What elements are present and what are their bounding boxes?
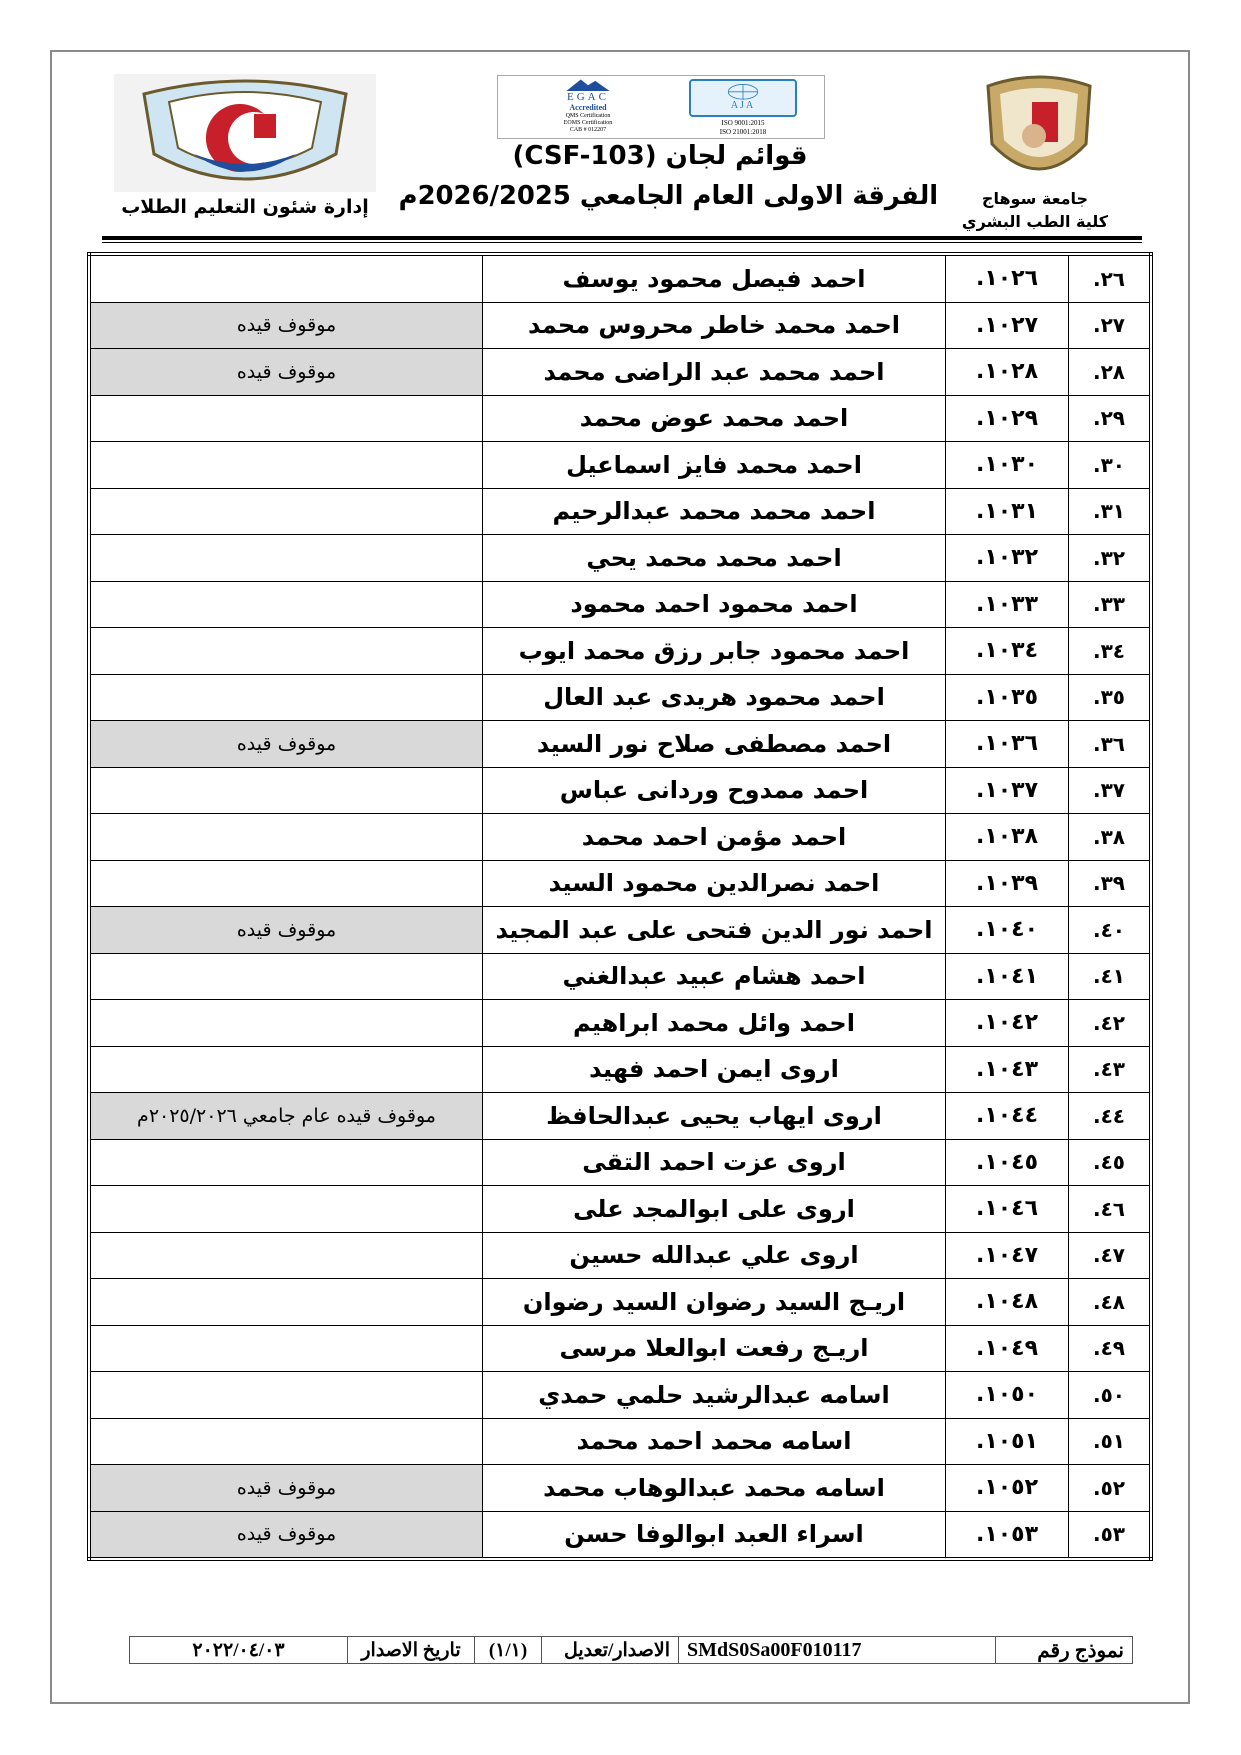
table-row — [89, 1325, 1151, 1372]
student-code: ١٠٢٧. — [975, 312, 1039, 338]
table-row — [89, 1186, 1151, 1233]
student-name: اسامه محمد عبدالوهاب محمد — [543, 1473, 885, 1502]
accreditation-logos — [497, 75, 825, 139]
row-number-cell — [1069, 628, 1152, 675]
student-name-cell — [483, 395, 946, 442]
student-name-cell — [483, 1232, 946, 1279]
student-name: احمد محمود احمد محمود — [570, 590, 858, 619]
aja-line: ISO 9001:2015 — [721, 119, 765, 127]
row-number-cell — [1069, 1279, 1152, 1326]
table-row — [89, 1000, 1151, 1047]
student-name-cell — [483, 349, 946, 396]
row-number: ٢٩. — [1092, 406, 1126, 431]
student-note: موقوف قيده — [236, 732, 337, 755]
page-title: قوائم لجان (CSF-103) — [512, 141, 808, 171]
student-code-cell — [946, 953, 1069, 1000]
student-name-cell — [483, 1139, 946, 1186]
student-name-cell — [483, 1186, 946, 1233]
row-number-cell — [1069, 1465, 1152, 1512]
aja-line: ISO 21001:2018 — [719, 128, 767, 136]
department-name: إدارة شئون التعليم الطلاب — [121, 196, 369, 218]
student-name: احمد محمد عوض محمد — [579, 404, 849, 433]
student-code: ١٠٣٠. — [975, 452, 1039, 478]
student-note-cell — [89, 1372, 483, 1419]
student-code: ١٠٣٦. — [975, 731, 1039, 757]
student-name: اريـج رفعت ابوالعلا مرسى — [559, 1334, 869, 1363]
student-code: ١٠٤٦. — [975, 1196, 1039, 1222]
student-note: موقوف قيده — [236, 1476, 337, 1499]
row-number-cell — [1069, 1093, 1152, 1140]
student-code: ١٠٣٣. — [975, 591, 1039, 617]
faculty-name: كلية الطب البشري — [961, 212, 1109, 231]
student-code-cell — [946, 488, 1069, 535]
university-logo — [978, 74, 1100, 186]
student-code-cell — [946, 721, 1069, 768]
row-number: ٣٢. — [1092, 545, 1126, 570]
student-name-cell — [483, 1325, 946, 1372]
student-name: احمد محمود جابر رزق محمد ايوب — [518, 636, 910, 665]
student-note-cell — [89, 721, 483, 768]
student-code: ١٠٤٢. — [975, 1010, 1039, 1036]
student-name-cell — [483, 674, 946, 721]
row-number-cell — [1069, 395, 1152, 442]
student-name: احمد نصرالدين محمود السيد — [548, 869, 880, 898]
student-name: احمد محمد محمد عبدالرحيم — [552, 497, 876, 526]
student-note: موقوف قيده عام جامعي ٢٠٢٥/٢٠٢٦م — [137, 1104, 436, 1127]
student-name-cell — [483, 535, 946, 582]
student-note-cell — [89, 1465, 483, 1512]
student-note: موقوف قيده — [236, 360, 337, 383]
row-number-cell — [1069, 767, 1152, 814]
egac-sub: Accredited — [569, 103, 607, 112]
form-number-label: نموذج رقم — [996, 1637, 1133, 1664]
row-number-cell — [1069, 1418, 1152, 1465]
student-note-cell — [89, 674, 483, 721]
student-name-cell — [483, 1418, 946, 1465]
student-code-cell — [946, 767, 1069, 814]
student-code-cell — [946, 1465, 1069, 1512]
table-row — [89, 1046, 1151, 1093]
student-note-cell — [89, 1093, 483, 1140]
student-name: اروى ايمن احمد فهيد — [589, 1055, 839, 1084]
student-name-cell — [483, 1000, 946, 1047]
student-code-cell — [946, 860, 1069, 907]
student-code: ١٠٣٨. — [975, 824, 1039, 850]
student-name: احمد محمد خاطر محروس محمد — [527, 311, 901, 340]
student-name: احمد محمد محمد يحي — [586, 543, 842, 572]
row-number: ٤١. — [1092, 964, 1126, 989]
student-name-cell — [483, 814, 946, 861]
egac-line: CAB # 012207 — [569, 127, 607, 133]
student-code-cell — [946, 674, 1069, 721]
student-code-cell — [946, 535, 1069, 582]
row-number: ٤٣. — [1092, 1057, 1126, 1082]
row-number: ٤٨. — [1092, 1289, 1126, 1314]
table-row — [89, 1511, 1151, 1559]
student-note-cell — [89, 628, 483, 675]
row-number: ٣٧. — [1092, 778, 1126, 803]
student-note-cell — [89, 1418, 483, 1465]
student-name: اروى على ابوالمجد على — [573, 1194, 855, 1223]
student-name: اسامه عبدالرشيد حلمي حمدي — [538, 1380, 890, 1409]
student-note: موقوف قيده — [236, 1523, 337, 1546]
table-row — [89, 767, 1151, 814]
student-code-cell — [946, 1186, 1069, 1233]
student-note-cell — [89, 535, 483, 582]
row-number: ٤٩. — [1092, 1336, 1126, 1361]
student-code: ١٠٤٣. — [975, 1056, 1039, 1082]
row-number-cell — [1069, 1232, 1152, 1279]
issue-date: ٢٠٢٢/٠٤/٠٣ — [130, 1637, 348, 1664]
faculty-logo — [114, 74, 376, 192]
student-name-cell — [483, 302, 946, 349]
egac-line: EOMS Certification — [563, 120, 613, 126]
row-number: ٢٦. — [1092, 266, 1126, 291]
student-name-cell — [483, 953, 946, 1000]
committee-list-table — [87, 252, 1153, 1561]
table-row — [89, 721, 1151, 768]
student-code-cell — [946, 1093, 1069, 1140]
student-note-cell — [89, 488, 483, 535]
row-number-cell — [1069, 488, 1152, 535]
table-row — [89, 395, 1151, 442]
table-row — [89, 442, 1151, 489]
student-note-cell — [89, 814, 483, 861]
table-row — [89, 907, 1151, 954]
row-number: ٥٠. — [1092, 1382, 1126, 1407]
row-number-cell — [1069, 907, 1152, 954]
student-code-cell — [946, 1000, 1069, 1047]
student-note-cell — [89, 254, 483, 302]
student-note-cell — [89, 907, 483, 954]
row-number-cell — [1069, 581, 1152, 628]
table-row — [89, 254, 1151, 302]
student-code: ١٠٥٢. — [975, 1475, 1039, 1501]
student-note-cell — [89, 442, 483, 489]
student-name-cell — [483, 1511, 946, 1559]
globe-icon — [725, 82, 761, 100]
form-number: SMdS0Sa00F010117 — [679, 1637, 996, 1664]
row-number: ٣٩. — [1092, 871, 1126, 896]
table-row — [89, 674, 1151, 721]
student-code-cell — [946, 1279, 1069, 1326]
row-number: ٤٦. — [1092, 1196, 1126, 1221]
form-footer — [129, 1636, 1133, 1664]
table-row — [89, 1372, 1151, 1419]
student-code-cell — [946, 1139, 1069, 1186]
student-name: احمد ممدوح وردانى عباس — [559, 776, 869, 805]
student-note-cell — [89, 1000, 483, 1047]
student-code-cell — [946, 1232, 1069, 1279]
student-code: ١٠٥١. — [975, 1428, 1039, 1454]
student-name-cell — [483, 254, 946, 302]
row-number: ٢٨. — [1092, 359, 1126, 384]
student-code: ١٠٤٨. — [975, 1289, 1039, 1315]
student-name-cell — [483, 442, 946, 489]
row-number: ٤٠. — [1092, 917, 1126, 942]
row-number: ٥١. — [1092, 1429, 1126, 1454]
student-code-cell — [946, 628, 1069, 675]
student-code: ١٠٤٠. — [975, 917, 1039, 943]
row-number: ٤٧. — [1092, 1243, 1126, 1268]
student-name: اروى علي عبدالله حسين — [569, 1241, 859, 1270]
row-number-cell — [1069, 442, 1152, 489]
student-code-cell — [946, 442, 1069, 489]
student-name-cell — [483, 1046, 946, 1093]
student-note-cell — [89, 395, 483, 442]
student-name-cell — [483, 581, 946, 628]
student-code: ١٠٤٩. — [975, 1335, 1039, 1361]
student-name-cell — [483, 628, 946, 675]
header-divider — [102, 242, 1142, 243]
row-number: ٣٣. — [1092, 592, 1126, 617]
student-name: احمد مصطفى صلاح نور السيد — [536, 729, 892, 758]
row-number: ٣١. — [1092, 499, 1126, 524]
header-divider — [102, 236, 1142, 240]
student-note-cell — [89, 302, 483, 349]
table-row — [89, 1418, 1151, 1465]
edition-label: الاصدار/تعديل — [542, 1637, 679, 1664]
student-code: ١٠٤١. — [975, 963, 1039, 989]
student-note-cell — [89, 1046, 483, 1093]
student-code: ١٠٣٢. — [975, 545, 1039, 571]
student-code: ١٠٣٧. — [975, 777, 1039, 803]
row-number-cell — [1069, 721, 1152, 768]
student-code-cell — [946, 1046, 1069, 1093]
table-row — [89, 953, 1151, 1000]
university-name: جامعة سوهاج — [981, 189, 1089, 208]
student-name: احمد هشام عبيد عبدالغني — [562, 962, 866, 991]
mountain-icon — [563, 78, 613, 91]
student-name-cell — [483, 860, 946, 907]
page-subtitle: الفرقة الاولى العام الجامعي 2026/2025م — [398, 181, 939, 211]
table-row — [89, 581, 1151, 628]
row-number-cell — [1069, 254, 1152, 302]
student-code: ١٠٤٧. — [975, 1242, 1039, 1268]
student-code-cell — [946, 1511, 1069, 1559]
student-code: ١٠٣١. — [975, 498, 1039, 524]
student-name: اسراء العبد ابوالوفا حسن — [564, 1520, 864, 1549]
table-row — [89, 1139, 1151, 1186]
row-number-cell — [1069, 1139, 1152, 1186]
student-name: احمد محمود هريدى عبد العال — [543, 683, 885, 712]
student-note: موقوف قيده — [236, 918, 337, 941]
table-row — [89, 628, 1151, 675]
student-code: ١٠٤٤. — [975, 1103, 1039, 1129]
student-name: اروى ايهاب يحيى عبدالحافظ — [546, 1101, 882, 1130]
student-note-cell — [89, 953, 483, 1000]
student-code: ١٠٢٨. — [975, 359, 1039, 385]
student-name: احمد وائل محمد ابراهيم — [573, 1008, 855, 1037]
table-row — [89, 814, 1151, 861]
table-row — [89, 1279, 1151, 1326]
student-name: اريـج السيد رضوان السيد رضوان — [522, 1287, 906, 1316]
student-note-cell — [89, 1186, 483, 1233]
row-number-cell — [1069, 1046, 1152, 1093]
table-row — [89, 860, 1151, 907]
student-name: اروى عزت احمد التقى — [582, 1148, 846, 1177]
student-name: احمد فيصل محمود يوسف — [562, 264, 866, 293]
egac-line: QMS Certification — [565, 113, 611, 119]
row-number: ٢٧. — [1092, 313, 1126, 338]
student-note-cell — [89, 349, 483, 396]
table-row — [89, 1093, 1151, 1140]
student-code-cell — [946, 254, 1069, 302]
student-name: اسامه محمد احمد محمد — [576, 1427, 852, 1456]
student-code: ١٠٣٩. — [975, 870, 1039, 896]
student-note-cell — [89, 1325, 483, 1372]
student-code-cell — [946, 814, 1069, 861]
row-number: ٤٢. — [1092, 1010, 1126, 1035]
edition-value: (١/١) — [475, 1637, 542, 1664]
row-number-cell — [1069, 1000, 1152, 1047]
row-number-cell — [1069, 814, 1152, 861]
student-code: ١٠٥٠. — [975, 1382, 1039, 1408]
student-note: موقوف قيده — [236, 314, 337, 337]
student-code-cell — [946, 1418, 1069, 1465]
row-number-cell — [1069, 953, 1152, 1000]
student-name-cell — [483, 488, 946, 535]
student-name: احمد نور الدين فتحى على عبد المجيد — [495, 915, 933, 944]
student-note-cell — [89, 581, 483, 628]
student-name-cell — [483, 721, 946, 768]
issue-date-label: تاريخ الاصدار — [348, 1637, 475, 1664]
row-number: ٣٠. — [1092, 452, 1126, 477]
student-note-cell — [89, 1232, 483, 1279]
student-code-cell — [946, 349, 1069, 396]
row-number: ٣٦. — [1092, 731, 1126, 756]
student-name-cell — [483, 1093, 946, 1140]
student-code-cell — [946, 1372, 1069, 1419]
row-number-cell — [1069, 1372, 1152, 1419]
table-row — [89, 349, 1151, 396]
row-number: ٤٤. — [1092, 1103, 1126, 1128]
table-row — [89, 535, 1151, 582]
aja-label: AJA — [730, 100, 756, 111]
student-code-cell — [946, 581, 1069, 628]
row-number-cell — [1069, 535, 1152, 582]
row-number-cell — [1069, 1511, 1152, 1559]
student-code: ١٠٣٥. — [975, 684, 1039, 710]
row-number-cell — [1069, 860, 1152, 907]
table-row — [89, 1232, 1151, 1279]
row-number: ٤٥. — [1092, 1150, 1126, 1175]
student-name-cell — [483, 907, 946, 954]
student-code-cell — [946, 1325, 1069, 1372]
row-number: ٣٥. — [1092, 685, 1126, 710]
table-row — [89, 488, 1151, 535]
student-name: احمد محمد عبد الراضى محمد — [543, 357, 885, 386]
row-number: ٥٣. — [1092, 1522, 1126, 1547]
student-code: ١٠٣٤. — [975, 638, 1039, 664]
row-number: ٥٢. — [1092, 1475, 1126, 1500]
student-note-cell — [89, 767, 483, 814]
row-number-cell — [1069, 1186, 1152, 1233]
student-note-cell — [89, 1139, 483, 1186]
egac-label: EGAC — [567, 91, 609, 103]
student-name: احمد مؤمن احمد محمد — [581, 822, 847, 851]
student-name-cell — [483, 767, 946, 814]
student-note-cell — [89, 1279, 483, 1326]
student-code-cell — [946, 907, 1069, 954]
student-name-cell — [483, 1279, 946, 1326]
row-number-cell — [1069, 1325, 1152, 1372]
student-code: ١٠٤٥. — [975, 1149, 1039, 1175]
row-number: ٣٤. — [1092, 638, 1126, 663]
student-code: ١٠٢٦. — [975, 266, 1039, 292]
student-name: احمد محمد فايز اسماعيل — [566, 450, 862, 479]
student-code-cell — [946, 302, 1069, 349]
row-number: ٣٨. — [1092, 824, 1126, 849]
student-code: ١٠٥٣. — [975, 1521, 1039, 1547]
student-name-cell — [483, 1465, 946, 1512]
table-row — [89, 302, 1151, 349]
student-code: ١٠٢٩. — [975, 405, 1039, 431]
student-code-cell — [946, 395, 1069, 442]
table-row — [89, 1465, 1151, 1512]
student-name-cell — [483, 1372, 946, 1419]
student-note-cell — [89, 1511, 483, 1559]
row-number-cell — [1069, 302, 1152, 349]
row-number-cell — [1069, 349, 1152, 396]
student-note-cell — [89, 860, 483, 907]
row-number-cell — [1069, 674, 1152, 721]
